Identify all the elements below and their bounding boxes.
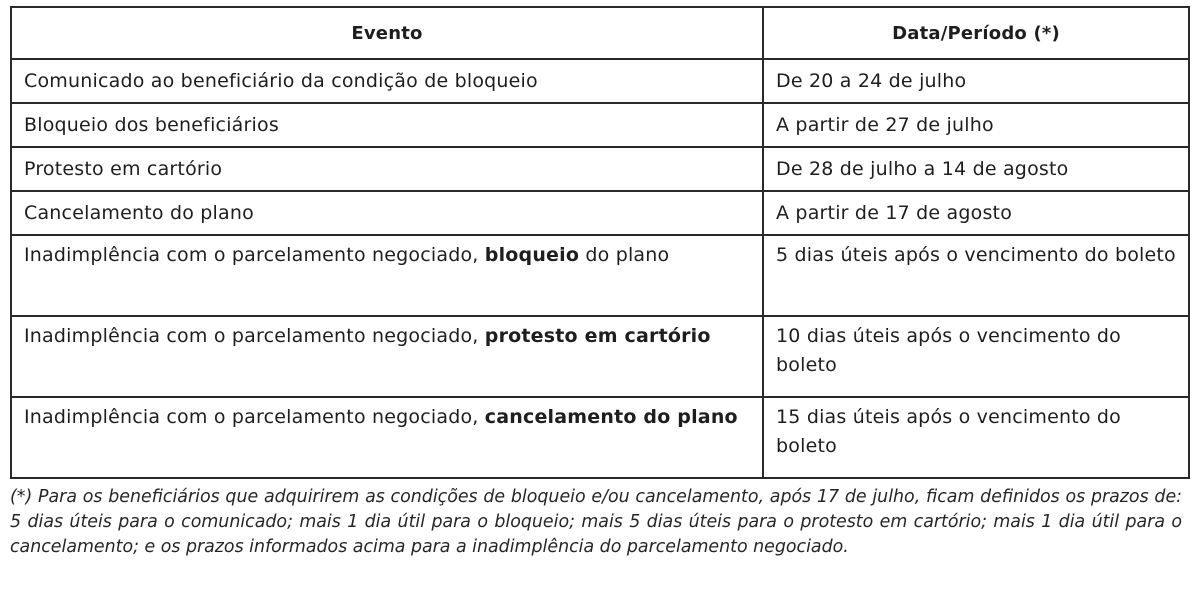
event-cell: Comunicado ao beneficiário da condição de bloqueio [11,59,763,103]
table-row [11,316,1189,397]
date-cell: 10 dias úteis após o vencimento do boleto [763,316,1189,397]
event-text: Inadimplência com o parcelamento negociado, [24,406,485,428]
event-cell: Bloqueio dos beneficiários [11,103,763,147]
date-cell: 15 dias úteis após o vencimento do boleto [763,397,1189,478]
document [10,6,1190,577]
date-cell: De 20 a 24 de julho [763,59,1189,103]
schedule-table [10,6,1190,479]
table-row [11,191,1189,235]
event-emphasis: protesto em cartório [484,325,711,347]
event-cell [11,397,763,478]
table-row [11,397,1189,478]
date-cell: A partir de 27 de julho [763,103,1189,147]
table-row [11,235,1189,316]
event-cell: Cancelamento do plano [11,191,763,235]
event-emphasis: bloqueio [484,244,580,266]
table-row [11,59,1189,103]
table-row [11,147,1189,191]
header-event: Evento [11,7,763,59]
table-header-row [11,7,1189,59]
event-text: do plano [579,244,670,266]
table-row [11,103,1189,147]
event-text: Inadimplência com o parcelamento negociado, [24,244,485,266]
event-cell: Protesto em cartório [11,147,763,191]
date-cell: De 28 de julho a 14 de agosto [763,147,1189,191]
event-text: Inadimplência com o parcelamento negociado, [24,325,485,347]
event-emphasis: cancelamento do plano [484,406,738,428]
date-cell: 5 dias úteis após o vencimento do boleto [763,235,1189,316]
date-cell: A partir de 17 de agosto [763,191,1189,235]
footnote: (*) Para os beneficiários que adquirirem as condições de bloqueio e/ou cancelamento, após 17 de julho, ficam definidos os prazos de: 5 dias úteis para o comunicado; mais 1 dia útil para o bloqueio; mais 5 dias úteis para o protesto em cartório; mais 1 dia útil para o cancelamento; e os prazos informados acima para a inadimplência do parcelamento negociado. [10,487,1182,557]
event-cell [11,316,763,397]
header-date-period: Data/Período (*) [763,7,1189,59]
event-cell [11,235,763,316]
